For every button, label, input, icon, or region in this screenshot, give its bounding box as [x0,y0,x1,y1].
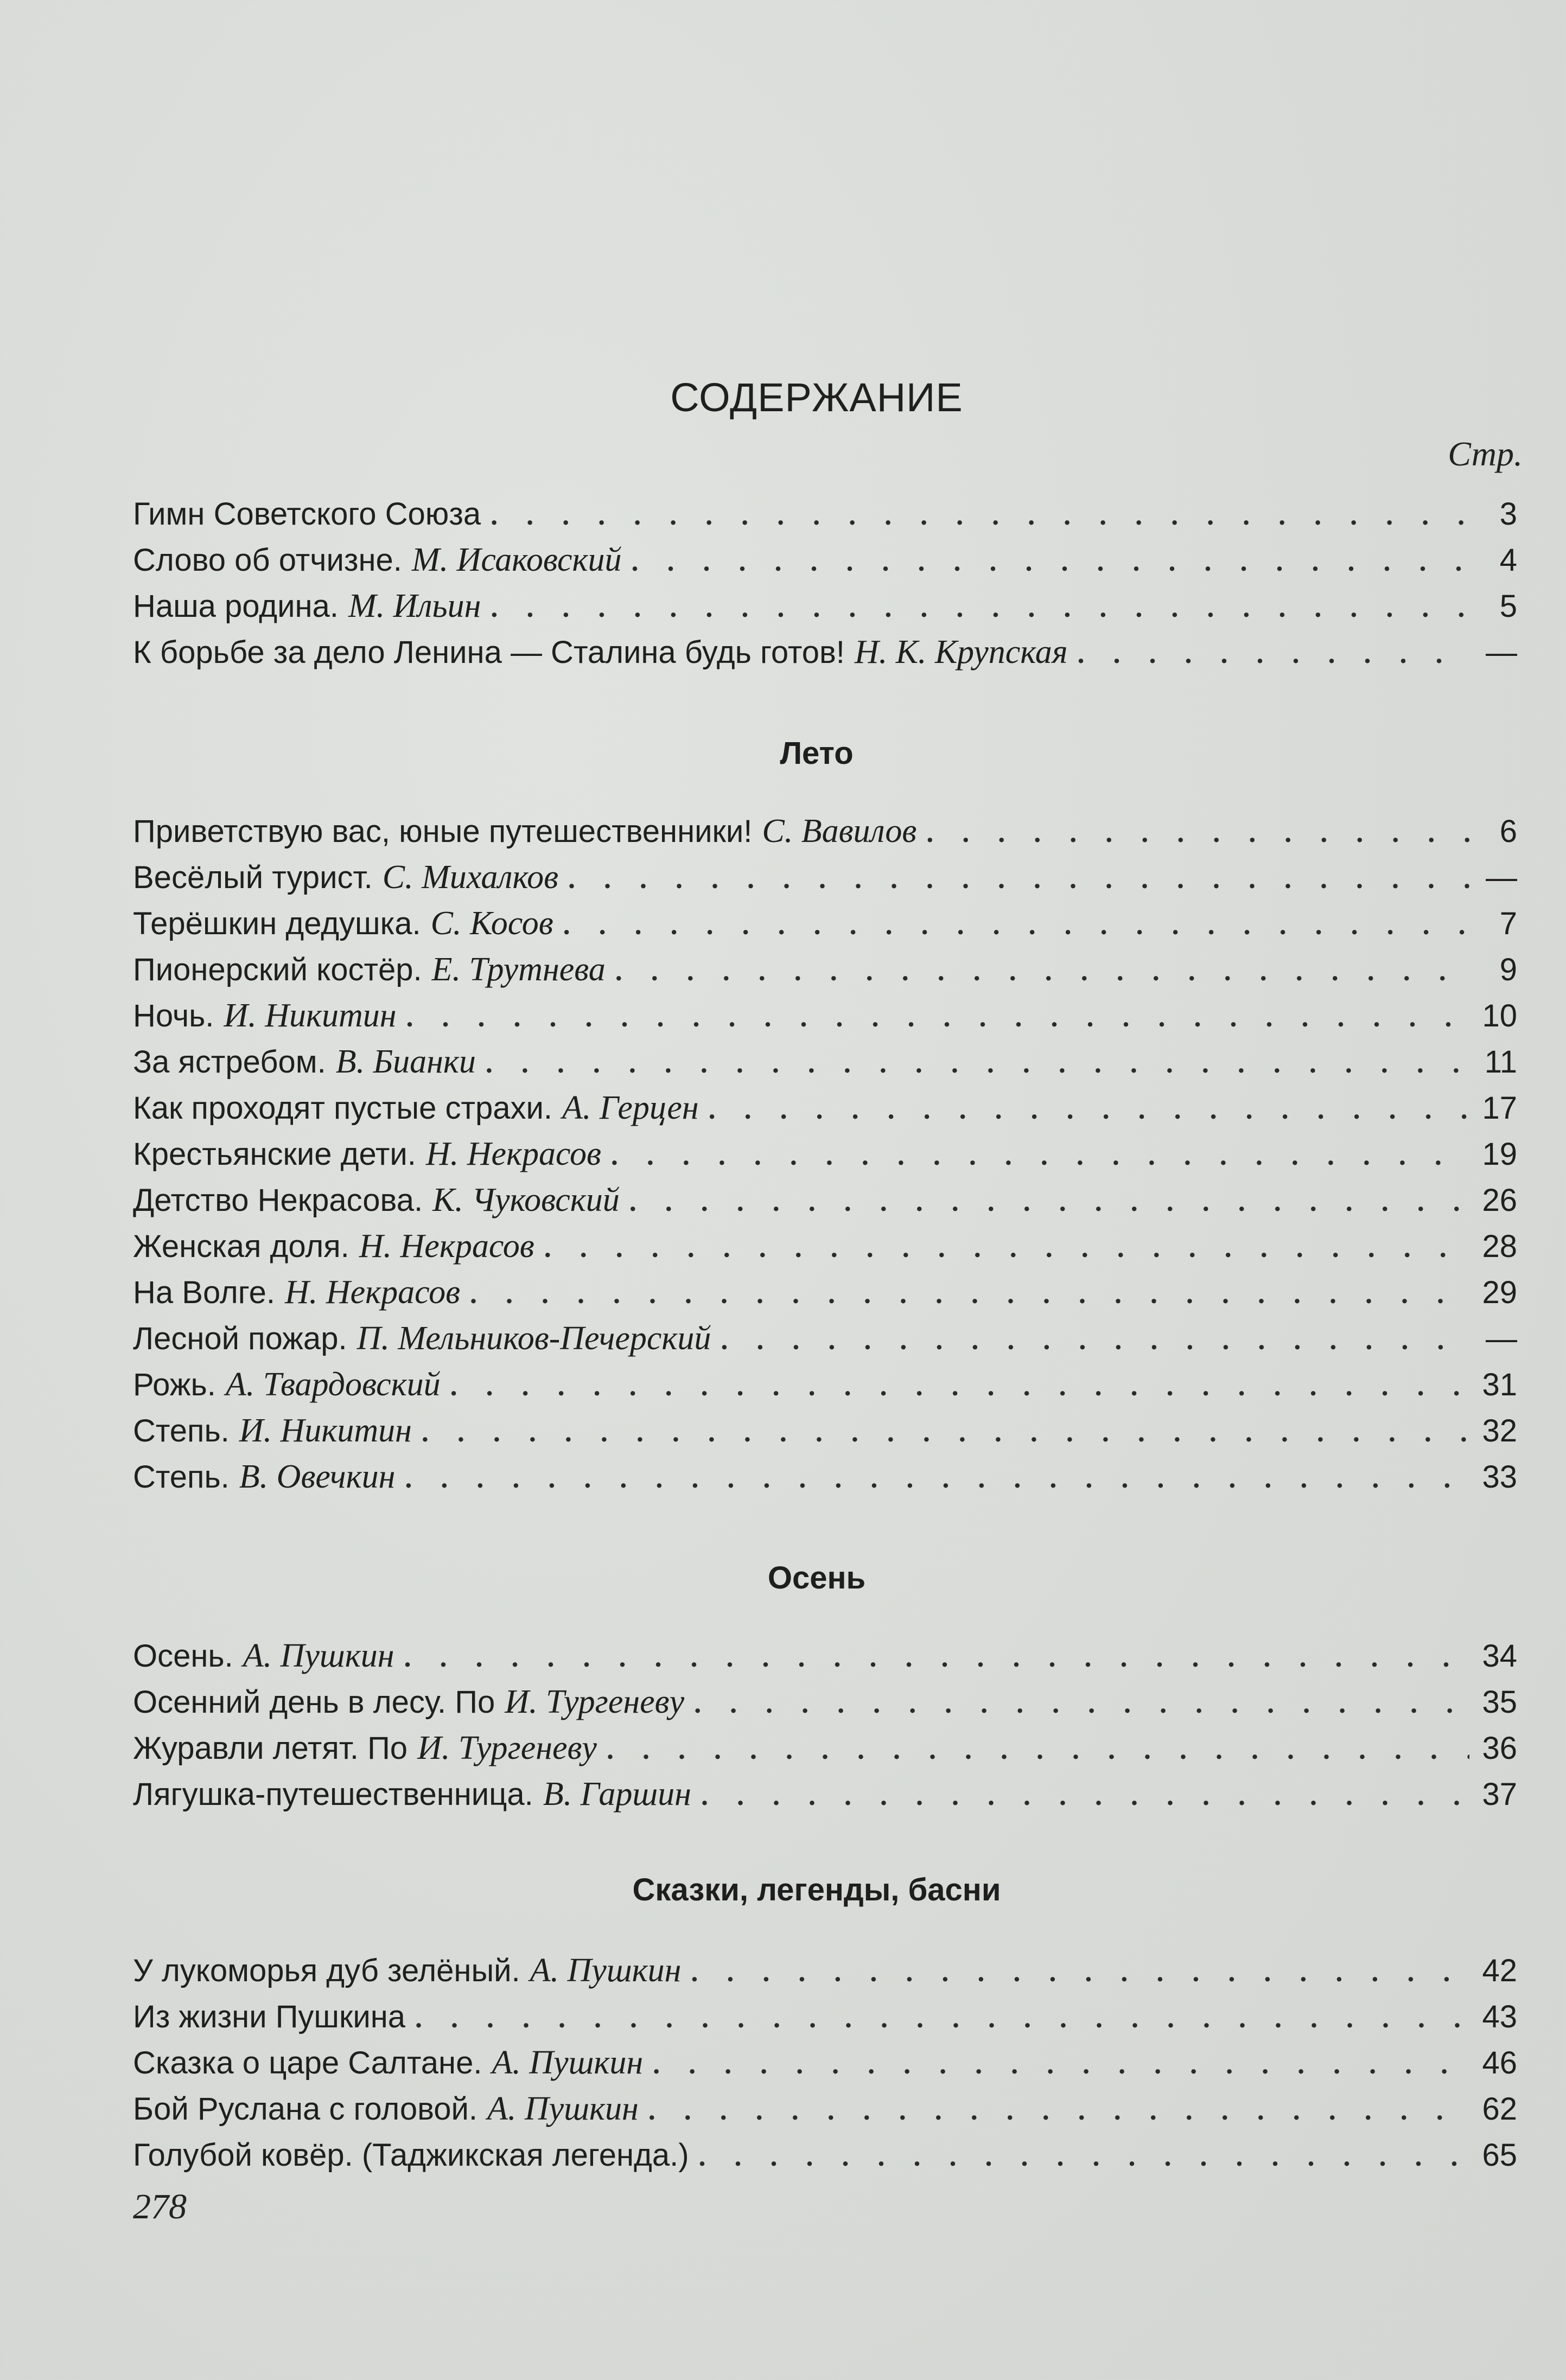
toc-entry [133,1316,1517,1362]
entry-author: А. Пушкин [530,1952,682,1989]
entry-author: С. Вавилов [762,813,917,850]
leader-dots [721,1317,1469,1363]
entry-author: А. Пушкин [487,2090,639,2127]
entry-author: С. Михалков [382,859,559,896]
toc-entry [133,901,1517,947]
entry-title: Осенний день в лесу. По [133,1684,495,1720]
toc-entry [133,1131,1517,1177]
leader-dots [691,1949,1469,1995]
toc-entry [133,993,1517,1039]
entry-page: 7 [1499,906,1517,941]
entry-title: У лукоморья дуб зелёный. [133,1953,520,1988]
entry-page: 29 [1482,1275,1517,1310]
leader-dots [611,1133,1469,1179]
entry-title: Пионерский костёр. [133,952,422,987]
entry-title: Осень. [133,1638,233,1674]
leader-dots [470,1271,1469,1317]
entry-title: Слово об отчизне. [133,543,402,578]
entry-page: 36 [1482,1731,1517,1766]
entry-title: Из жизни Пушкина [133,1999,406,2034]
toc-entry [133,1948,1517,1994]
toc-entry [133,1633,1517,1679]
leader-dots [699,2134,1469,2180]
entry-author: М. Исаковский [411,541,622,578]
folio: 278 [133,2187,187,2226]
entry-author: В. Гаршин [543,1776,691,1813]
toc-entry [133,2132,1517,2178]
entry-author: П. Мельников-Печерский [357,1320,711,1357]
entry-title: Бой Руслана с головой. [133,2091,478,2127]
toc-entry [133,583,1517,629]
entry-author: В. Овечкин [239,1458,396,1495]
section-list-tales [133,1948,1517,2178]
entry-title: Наша родина. [133,589,339,624]
entry-page: 65 [1482,2137,1517,2173]
entry-title: Журавли летят. По [133,1731,408,1766]
toc-entry [133,1679,1517,1725]
entry-page: 42 [1482,1953,1517,1988]
toc-entry [133,808,1517,854]
section-heading-tales: Сказки, легенды, басни [632,1872,1001,1907]
entry-author: Н. К. Крупская [854,634,1068,671]
entry-title: Сказка о царе Салтане. [133,2045,482,2081]
entry-page: 28 [1482,1229,1517,1264]
entry-author: А. Пушкин [492,2044,644,2081]
leader-dots [406,994,1469,1041]
entry-title: Приветствую вас, юные путешественники! [133,814,753,849]
leader-dots [491,493,1469,539]
entry-title: Гимн Советского Союза [133,496,481,532]
entry-title: Женская доля. [133,1229,349,1264]
leader-dots [709,1087,1469,1133]
section-heading-summer: Лето [780,736,854,771]
leader-dots [1078,631,1469,677]
entry-author: К. Чуковский [432,1182,620,1218]
entry-page: — [1486,1321,1517,1356]
toc-entry [133,1725,1517,1771]
section-list-autumn [133,1633,1517,1817]
entry-page: 62 [1482,2091,1517,2127]
entry-page: 34 [1482,1638,1517,1674]
toc-entry [133,629,1517,675]
page-column-label: Стр. [1448,435,1523,473]
leader-dots [615,948,1469,994]
entry-title: На Волге. [133,1275,276,1310]
entry-page: — [1486,860,1517,895]
toc-entry [133,537,1517,583]
entry-author: Н. Некрасов [359,1228,534,1265]
section-heading-autumn: Осень [767,1560,866,1596]
entry-author: Н. Некрасов [425,1135,601,1172]
entry-page: 26 [1482,1183,1517,1218]
leader-dots [563,902,1469,948]
leader-dots [404,1635,1469,1681]
entry-page: 37 [1482,1777,1517,1812]
entry-page: 5 [1499,589,1517,624]
entry-author: И. Никитин [224,997,397,1034]
toc-entry [133,1408,1517,1454]
leader-dots [405,1456,1469,1502]
toc-entry [133,854,1517,901]
entry-author: А. Пушкин [243,1637,394,1674]
toc-entry [133,1994,1517,2040]
toc-entry [133,1454,1517,1500]
entry-page: 11 [1484,1044,1517,1080]
entry-title: Лесной пожар. [133,1321,347,1356]
leader-dots [632,539,1469,585]
leader-dots [926,810,1469,856]
entry-title: Рожь. [133,1367,216,1402]
entry-page: 43 [1482,1999,1517,2034]
toc-entry [133,2040,1517,2086]
leader-dots [491,585,1469,631]
leader-dots [607,1727,1469,1773]
entry-page: 9 [1499,952,1517,987]
entry-author: Е. Трутнева [431,951,606,988]
entry-author: Н. Некрасов [285,1274,460,1311]
leader-dots [694,1681,1469,1727]
page-title: СОДЕРЖАНИЕ [670,375,963,420]
toc-entry [133,491,1517,537]
leader-dots [450,1363,1469,1409]
toc-entry [133,1269,1517,1316]
entry-author: И. Тургеневу [505,1683,685,1720]
leader-dots [486,1041,1469,1087]
entry-title: Голубой ковёр. (Таджикская легенда.) [133,2137,689,2173]
entry-author: И. Никитин [239,1412,412,1449]
leader-dots [422,1409,1469,1456]
entry-author: А. Герцен [562,1089,699,1126]
toc-entry [133,1223,1517,1269]
leader-dots [629,1179,1469,1225]
leader-dots [701,1773,1469,1819]
entry-page: 32 [1482,1413,1517,1449]
entry-title: Детство Некрасова. [133,1183,423,1218]
entry-title: Лягушка-путешественница. [133,1777,533,1812]
entry-title: Как проходят пустые страхи. [133,1090,553,1126]
entry-author: С. Косов [430,905,553,942]
entry-title: Степь. [133,1459,230,1495]
leader-dots [568,856,1469,902]
leader-dots [648,2088,1469,2134]
entry-title: Степь. [133,1413,230,1449]
toc-entry [133,1085,1517,1131]
toc-entry [133,1362,1517,1408]
entry-page: 3 [1499,496,1517,532]
entry-title: За ястребом. [133,1044,326,1080]
entry-title: Весёлый турист. [133,860,373,895]
entry-page: 10 [1482,998,1517,1033]
entry-page: 19 [1482,1137,1517,1172]
entry-title: Терёшкин дедушка. [133,906,421,941]
entry-page: 4 [1499,543,1517,578]
toc-entry [133,1039,1517,1085]
entry-page: 46 [1482,2045,1517,2081]
leader-dots [653,2041,1469,2088]
section-list-summer [133,808,1517,1500]
entry-page: 6 [1499,814,1517,849]
toc-entry [133,1177,1517,1223]
leader-dots [544,1225,1469,1271]
entry-page: — [1486,635,1517,670]
entry-page: 31 [1482,1367,1517,1402]
entry-title: Крестьянские дети. [133,1137,416,1172]
entry-author: А. Твардовский [225,1366,441,1403]
entry-page: 33 [1482,1459,1517,1495]
toc-entry [133,2086,1517,2132]
entry-author: М. Ильин [348,588,481,624]
toc-entry [133,947,1517,993]
entry-page: 35 [1482,1684,1517,1720]
entry-title: Ночь. [133,998,214,1033]
entry-page: 17 [1482,1090,1517,1126]
entry-author: И. Тургеневу [417,1730,597,1766]
entry-title: К борьбе за дело Ленина — Сталина будь готов! [133,635,845,670]
toc-entry [133,1771,1517,1817]
leader-dots [415,1995,1469,2041]
entry-author: В. Бианки [335,1043,476,1080]
intro-list [133,491,1517,675]
